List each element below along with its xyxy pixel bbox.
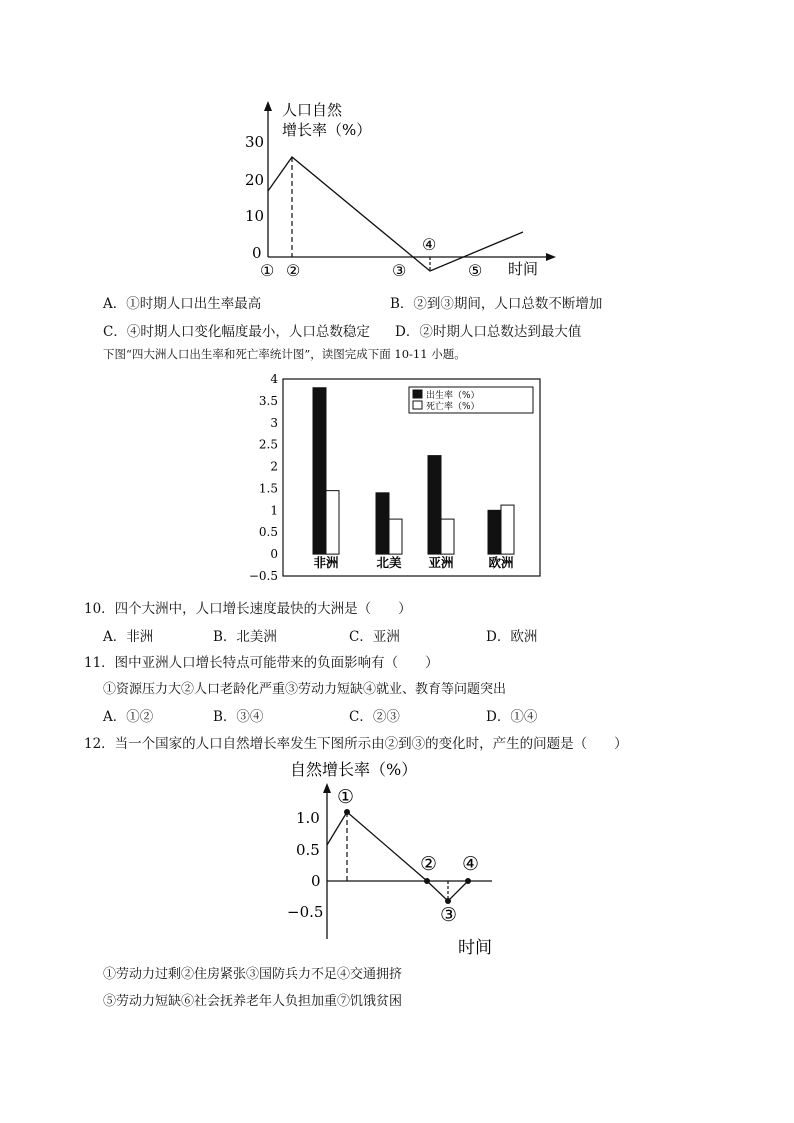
population-growth-graph-1 bbox=[240, 95, 570, 285]
q10-option-a[interactable]: A．非洲 bbox=[103, 629, 154, 645]
chart-legend bbox=[409, 387, 533, 413]
q11-option-c[interactable]: C．②③ bbox=[349, 709, 400, 725]
y-tick: 3 bbox=[270, 415, 278, 430]
q10-option-d[interactable]: D．欧洲 bbox=[486, 629, 538, 645]
marker-2: ② bbox=[286, 261, 301, 280]
y-tick: 0.5 bbox=[258, 525, 278, 540]
bar-death-rate bbox=[389, 519, 402, 554]
y-tick: 10 bbox=[245, 207, 265, 225]
q10-option-c[interactable]: C．亚洲 bbox=[349, 629, 400, 645]
y-axis-arrow bbox=[264, 101, 272, 111]
legend-swatch-birth bbox=[413, 390, 422, 398]
category-label: 非洲 bbox=[313, 555, 339, 571]
q11-option-a[interactable]: A．①② bbox=[103, 709, 154, 725]
point-1 bbox=[344, 809, 350, 815]
q9-option-b[interactable]: B．②到③期间，人口总数不断增加 bbox=[390, 296, 603, 312]
q12-items-line1: ①劳动力过剩②住房紧张③国防兵力不足④交通拥挤 bbox=[103, 967, 403, 982]
y-tick: 1.5 bbox=[258, 481, 278, 496]
marker-1: ① bbox=[260, 261, 275, 280]
category-label: 亚洲 bbox=[428, 555, 454, 571]
q10-stem: 10．四个大洲中，人口增长速度最快的大洲是（ ） bbox=[84, 601, 412, 617]
y-tick: −0.5 bbox=[248, 569, 278, 582]
marker-4: ④ bbox=[462, 853, 480, 875]
q11-stem: 11．图中亚洲人口增长特点可能带来的负面影响有（ ） bbox=[84, 655, 439, 671]
bar-death-rate bbox=[501, 505, 514, 554]
y-tick: 0 bbox=[311, 872, 321, 890]
y-tick: 0 bbox=[252, 244, 262, 262]
marker-5: ⑤ bbox=[468, 261, 483, 280]
x-axis-label: 时间 bbox=[508, 260, 539, 278]
marker-2: ② bbox=[420, 853, 438, 875]
bar-birth-rate bbox=[313, 388, 326, 554]
y-axis-label: 自然增长率（%） bbox=[290, 760, 418, 779]
chart-intro-text: 下图“四大洲人口出生率和死亡率统计图”，读图完成下面 10-11 小题。 bbox=[103, 347, 466, 361]
growth-rate-line bbox=[268, 157, 523, 271]
y-tick: 2.5 bbox=[258, 437, 278, 452]
y-tick: −0.5 bbox=[287, 903, 324, 921]
legend-label-death: 死亡率（%） bbox=[426, 402, 480, 412]
y-tick: 30 bbox=[245, 133, 265, 151]
marker-4: ④ bbox=[422, 235, 437, 254]
legend-swatch-death bbox=[413, 401, 422, 409]
marker-3: ③ bbox=[440, 904, 458, 926]
q12-items-line2: ⑤劳动力短缺⑥社会抚养老年人负担加重⑦饥饿贫困 bbox=[103, 994, 403, 1009]
q9-option-a[interactable]: A．①时期人口出生率最高 bbox=[103, 296, 262, 312]
bar-birth-rate bbox=[376, 493, 389, 554]
point-4 bbox=[465, 878, 471, 884]
birth-death-rate-bar-chart bbox=[245, 372, 545, 582]
marker-1: ① bbox=[337, 786, 355, 808]
y-tick: 2 bbox=[270, 459, 278, 474]
y-tick: 0 bbox=[270, 547, 278, 562]
marker-3: ③ bbox=[392, 261, 407, 280]
legend-label-birth: 出生率（%） bbox=[426, 391, 480, 401]
y-tick: 0.5 bbox=[296, 841, 320, 859]
y-axis-label-line2: 增长率（%） bbox=[282, 121, 372, 139]
x-axis-label: 时间 bbox=[458, 938, 492, 958]
category-label: 欧洲 bbox=[488, 555, 514, 571]
q11-option-b[interactable]: B．③④ bbox=[213, 709, 264, 725]
y-tick: 3.5 bbox=[258, 393, 278, 408]
bar-death-rate bbox=[441, 519, 454, 554]
q11-option-d[interactable]: D．①④ bbox=[486, 709, 538, 725]
y-tick: 1.0 bbox=[296, 809, 320, 827]
x-axis-arrow bbox=[546, 253, 556, 261]
bar-death-rate bbox=[326, 491, 339, 554]
bar-birth-rate bbox=[488, 510, 501, 554]
bar-birth-rate bbox=[428, 456, 441, 554]
q9-option-c[interactable]: C．④时期人口变化幅度最小，人口总数稳定 bbox=[103, 324, 370, 340]
y-axis-arrow bbox=[323, 783, 331, 793]
y-tick: 20 bbox=[245, 171, 265, 189]
population-growth-graph-2 bbox=[280, 755, 510, 960]
growth-rate-line bbox=[327, 812, 468, 901]
y-axis-label-line1: 人口自然 bbox=[282, 101, 343, 119]
q12-stem: 12．当一个国家的人口自然增长率发生下图所示由②到③的变化时，产生的问题是（ ） bbox=[84, 736, 628, 752]
y-tick: 1 bbox=[270, 503, 278, 518]
y-tick: 4 bbox=[270, 372, 278, 386]
q11-items: ①资源压力大②人口老龄化严重③劳动力短缺④就业、教育等问题突出 bbox=[103, 682, 507, 697]
category-label: 北美 bbox=[376, 555, 402, 571]
q9-option-d[interactable]: D．②时期人口总数达到最大值 bbox=[395, 324, 582, 340]
point-2 bbox=[424, 878, 430, 884]
q10-option-b[interactable]: B．北美洲 bbox=[213, 629, 277, 645]
